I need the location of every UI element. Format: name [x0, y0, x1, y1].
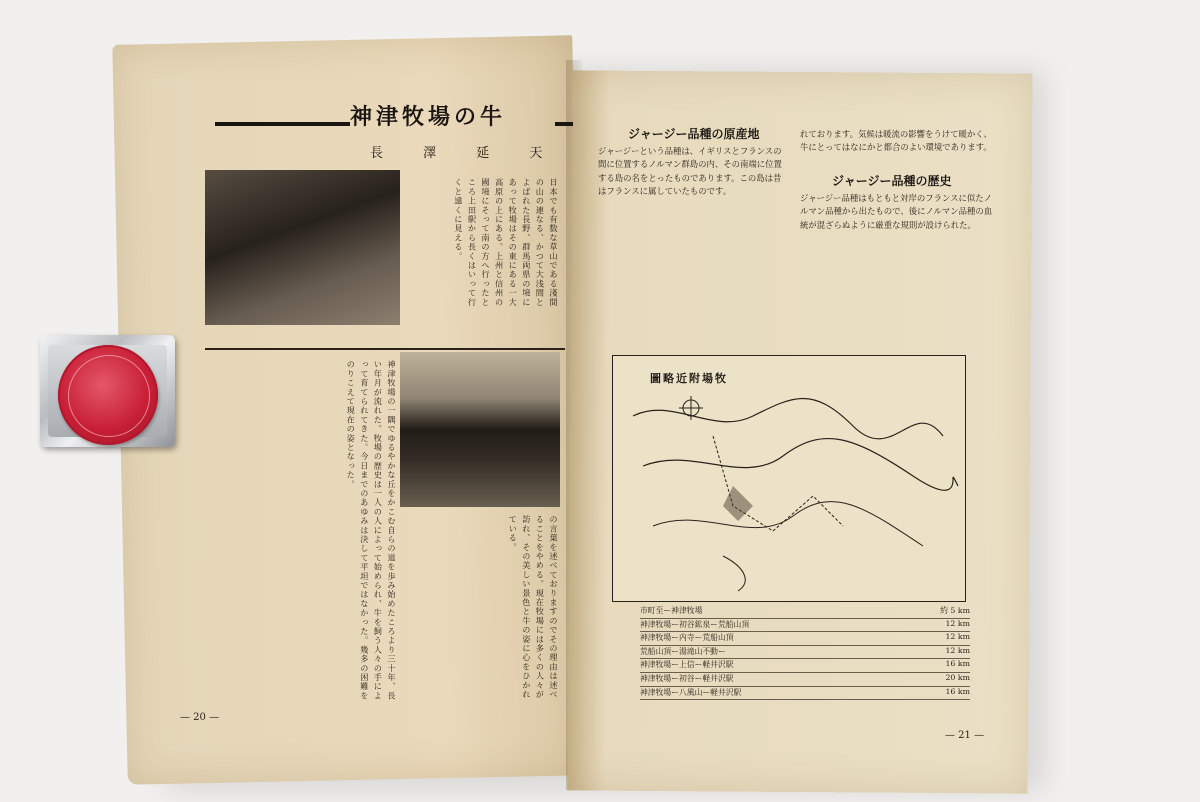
article-text-body: 神津牧場の一隅でゆるやかな丘をかこむ自らの道を歩み始めたころより三十年、長い年月が流れた。牧場の歴史は一人の人によって始められ、牛を飼う人々の手によって育てられてきた。今日までのあゆみは決して平坦ではなかった。幾多の困難をのりこえて現在の姿となった。: [346, 360, 397, 701]
page-number-right: — 21 —: [945, 730, 985, 741]
table-row: [640, 605, 970, 619]
route-cell: 神津牧場ー八風山ー軽井沢駅: [640, 687, 742, 697]
map-title: 圖略近附場牧: [650, 372, 728, 385]
seal-ring: [68, 355, 150, 437]
table-row: [640, 619, 970, 633]
table-row: [640, 687, 970, 701]
section-divider: [205, 348, 565, 350]
route-cell: 荒船山頂ー湯滝山不動ー: [640, 646, 726, 656]
origin-text: ジャージーという品種は、イギリスとフランスの間に位置するノルマン群島の内、その南端に位置する島の名をとったものであります。この島は昔はフランスに属していたものです。: [598, 146, 782, 197]
route-cell: 神津牧場ー初谷ー軽井沢駅: [640, 673, 734, 683]
route-cell: 市町至ー神津牧場: [640, 606, 703, 615]
distance-cell: 16 km: [945, 686, 970, 696]
title-rule: [215, 122, 350, 126]
article-text-column: 日本でも有数な草山である淺間の山の連なる、かつて大浅間とよばれた長野、群馬両県の境にあって牧場はその東にある一大高原の上にある。上州と信州の國境にそって南の方へ行ったところ上田駅から長くはいって行くと遠くに見える。: [453, 178, 559, 307]
section-heading-origin: ジャージー品種の原産地: [628, 127, 760, 141]
table-row: [640, 646, 970, 660]
section-heading-history: ジャージー品種の歴史: [832, 174, 952, 188]
route-cell: 神津牧場ー初谷鉱泉ー荒船山頂: [640, 619, 750, 629]
distance-cell: 16 km: [945, 659, 970, 669]
landscape-photo: [205, 170, 400, 325]
route-cell: 神津牧場ー上信ー軽井沢駅: [640, 660, 734, 670]
article-text-lower: の言葉を述べておりますのでその理由は述べることをやめる。現在牧場には多くの人々が訪れ、その美しい景色と牛の姿に心をひかれている。: [508, 515, 559, 699]
distance-table: [640, 605, 970, 700]
cattle-photo: [400, 352, 560, 507]
distance-cell: 12 km: [945, 632, 970, 642]
page-number-left: — 20 —: [180, 712, 220, 723]
history-text: ジャージー品種はもともと対岸のフランスに似たノルマン品種から出たもので、後にノルマン品種の血統が混ざらぬように厳重な規則が設けられた。: [800, 193, 993, 230]
distance-cell: 12 km: [945, 618, 970, 628]
distance-cell: 約 5 km: [940, 606, 970, 615]
table-row: [640, 659, 970, 673]
table-row: [640, 673, 970, 687]
article-title: 神津牧場の牛: [350, 104, 507, 130]
distance-cell: 12 km: [945, 645, 970, 655]
distance-cell: 20 km: [945, 672, 970, 682]
ranch-area-map: [612, 355, 966, 602]
table-row: [640, 632, 970, 646]
map-drawing: [613, 356, 965, 601]
author-byline: 長 澤 延 天: [370, 146, 561, 161]
route-cell: 神津牧場ー内寺ー荒船山頂: [640, 633, 734, 643]
climate-text: れております。気候は暖流の影響をうけて暖かく、牛にとってはなにかと都合のよい環境であります。: [800, 129, 992, 153]
title-rule-end: [555, 122, 573, 126]
